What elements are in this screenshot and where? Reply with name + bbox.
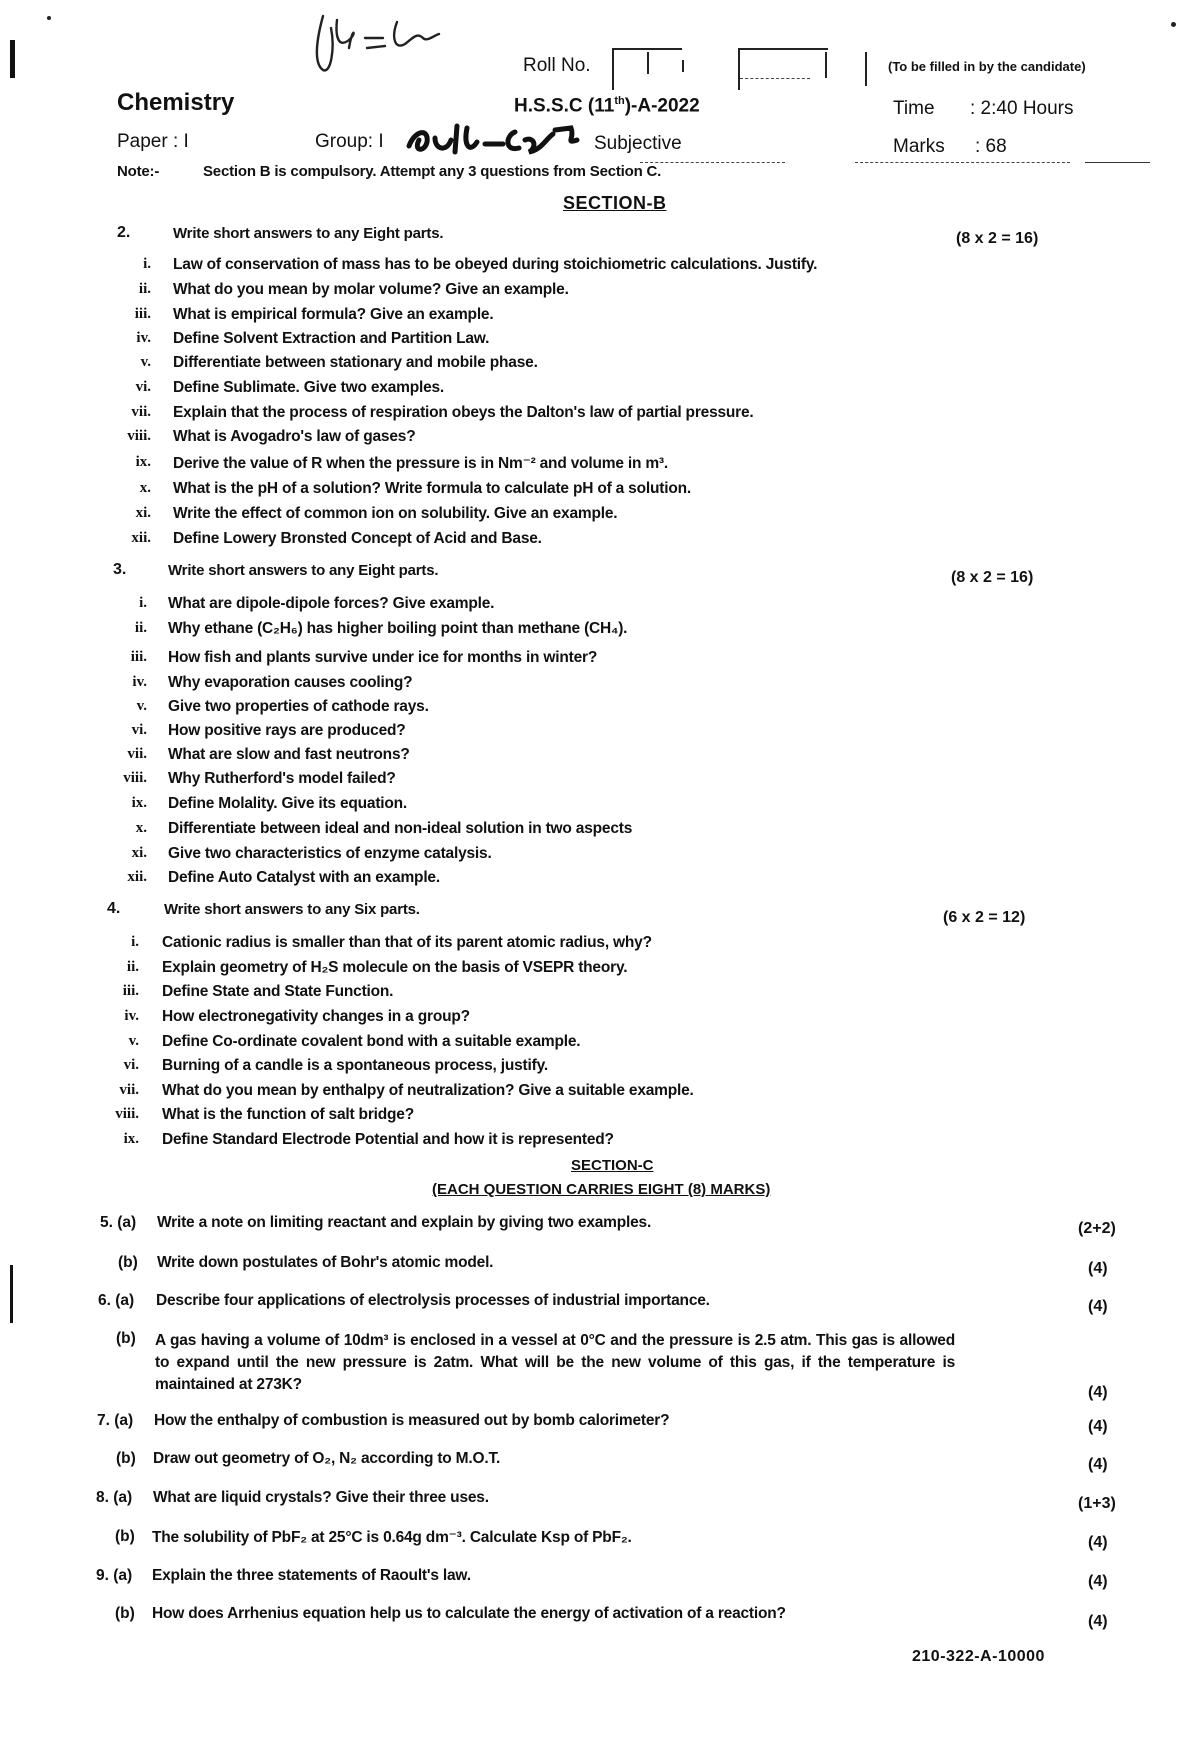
q9a-text: Explain the three statements of Raoult's law.	[152, 1567, 471, 1584]
q5b-marks: (4)	[1088, 1260, 1108, 1277]
q3-part-text: Define Auto Catalyst with an example.	[168, 869, 440, 886]
signature-scribble	[305, 8, 445, 78]
q4-part-text: Define State and State Function.	[162, 983, 394, 1000]
q8a-label: 8. (a)	[96, 1489, 133, 1506]
scan-speck	[47, 16, 51, 20]
roll-box-2[interactable]	[738, 48, 828, 50]
q3-part-text: What are slow and fast neutrons?	[168, 746, 410, 763]
q7a-label: 7. (a)	[97, 1412, 134, 1429]
q6a-marks: (4)	[1088, 1298, 1108, 1315]
q2-part-number: vi.	[135, 379, 151, 395]
time-label: Time	[893, 98, 935, 119]
q2-part-text: Differentiate between stationary and mobile phase.	[173, 354, 538, 371]
roll-box-divider	[612, 48, 614, 90]
roll-label: Roll No.	[523, 55, 591, 76]
q4-part-number: ix.	[123, 1131, 139, 1147]
q6b-text: A gas having a volume of 10dm³ is enclosed in a vessel at 0°C and the pressure is 2.5 atm. This gas is allowed to expand until the new pressure is 2atm. What will be the new volume of this gas, if the temperature is maintained at 273K?	[155, 1332, 955, 1393]
q4-part-text: Cationic radius is smaller than that of its parent atomic radius, why?	[162, 934, 652, 951]
q2-part-number: iv.	[136, 330, 151, 346]
q3-part-text: Give two characteristics of enzyme catalysis.	[168, 845, 492, 862]
q2-part-text: Law of conservation of mass has to be obeyed during stoichiometric calculations. Justify.	[173, 256, 818, 273]
header-rule	[855, 162, 1070, 163]
q2-part-text: What is the pH of a solution? Write formula to calculate pH of a solution.	[173, 480, 691, 497]
header-rule	[640, 162, 785, 163]
q2-part-number: vii.	[131, 404, 151, 420]
q2-part-number: viii.	[127, 428, 151, 444]
q3-part-number: x.	[135, 820, 147, 836]
q3-part-text: Give two properties of cathode rays.	[168, 698, 429, 715]
q2-marks: (8 x 2 = 16)	[956, 230, 1039, 247]
q3-part-text: Differentiate between ideal and non-ideal solution in two aspects	[168, 820, 633, 837]
q3-part-number: ii.	[134, 620, 147, 636]
scan-edge-left-mark	[10, 1265, 13, 1323]
q2-part-number: x.	[139, 480, 151, 496]
q2-part-number: ii.	[138, 281, 151, 297]
q7b-label: (b)	[116, 1450, 136, 1467]
q7a-marks: (4)	[1088, 1418, 1108, 1435]
q5b-label: (b)	[118, 1254, 138, 1271]
q3-number: 3.	[113, 561, 127, 578]
group-subjective: Subjective	[594, 133, 682, 154]
q2-part-text: Derive the value of R when the pressure is in Nm⁻² and volume in m³.	[173, 455, 669, 472]
group-handwriting-scribble	[405, 118, 615, 162]
paper-code: 210-322-A-10000	[912, 1648, 1045, 1665]
q3-part-number: ix.	[131, 795, 147, 811]
q8a-text: What are liquid crystals? Give their three uses.	[153, 1489, 489, 1506]
q3-part-text: Why evaporation causes cooling?	[168, 674, 413, 691]
q2-part-number: i.	[143, 256, 151, 272]
header-rule	[1085, 162, 1150, 163]
q2-part-text: Explain that the process of respiration obeys the Dalton's law of partial pressure.	[173, 404, 754, 421]
q6b-label: (b)	[116, 1330, 136, 1347]
q5a-text: Write a note on limiting reactant and explain by giving two examples.	[157, 1214, 652, 1231]
q4-part-text: Burning of a candle is a spontaneous process, justify.	[162, 1057, 548, 1074]
section-c-title: SECTION-C	[571, 1157, 654, 1174]
roll-box-divider	[682, 60, 684, 72]
q2-instruction: Write short answers to any Eight parts.	[173, 225, 444, 242]
roll-box-divider	[865, 52, 867, 86]
section-b-title: SECTION-B	[563, 193, 667, 213]
q9b-text: How does Arrhenius equation help us to calculate the energy of activation of a reaction?	[152, 1605, 786, 1622]
q3-marks: (8 x 2 = 16)	[951, 569, 1034, 586]
q3-part-number: iii.	[130, 649, 147, 665]
q4-part-number: i.	[131, 934, 139, 950]
q3-part-number: vi.	[131, 722, 147, 738]
q4-part-number: iv.	[124, 1008, 139, 1024]
q3-part-number: vii.	[127, 746, 147, 762]
q5a-marks: (2+2)	[1078, 1220, 1116, 1237]
exam-title: H.S.S.C (11th)-A-2022	[514, 95, 700, 117]
q7a-text: How the enthalpy of combustion is measured out by bomb calorimeter?	[154, 1412, 670, 1429]
q3-part-number: viii.	[123, 770, 147, 786]
q4-part-number: vi.	[123, 1057, 139, 1073]
group-label: Group: I	[315, 131, 384, 152]
roll-box-underline	[740, 78, 810, 79]
q5b-text: Write down postulates of Bohr's atomic model.	[157, 1254, 494, 1271]
roll-box-divider	[825, 52, 827, 78]
q4-part-text: Define Co-ordinate covalent bond with a suitable example.	[162, 1033, 581, 1050]
scan-speck	[1171, 22, 1176, 27]
note-text: Section B is compulsory. Attempt any 3 questions from Section C.	[203, 163, 662, 180]
roll-box-divider	[738, 48, 740, 90]
q3-part-number: v.	[136, 698, 147, 714]
roll-note: (To be filled in by the candidate)	[888, 59, 1086, 74]
marks-label: Marks	[893, 136, 945, 157]
scan-edge-top-left	[10, 40, 15, 78]
q8b-marks: (4)	[1088, 1534, 1108, 1551]
q9b-marks: (4)	[1088, 1613, 1108, 1630]
q2-part-text: What is Avogadro's law of gases?	[173, 428, 416, 445]
q4-number: 4.	[107, 900, 121, 917]
q4-part-number: vii.	[119, 1082, 139, 1098]
q3-part-number: xi.	[131, 845, 147, 861]
q4-part-text: Define Standard Electrode Potential and how it is represented?	[162, 1131, 614, 1148]
q2-part-text: What do you mean by molar volume? Give an example.	[173, 281, 569, 298]
q3-part-text: Define Molality. Give its equation.	[168, 795, 408, 812]
q7b-marks: (4)	[1088, 1456, 1108, 1473]
q6a-text: Describe four applications of electrolysis processes of industrial importance.	[156, 1292, 710, 1309]
q7b-text: Draw out geometry of O₂, N₂ according to M.O.T.	[153, 1450, 501, 1467]
roll-box-1[interactable]	[612, 48, 682, 50]
note-label: Note:-	[117, 163, 160, 180]
q2-part-text: What is empirical formula? Give an example.	[173, 306, 494, 323]
q2-part-number: iii.	[134, 306, 151, 322]
q8b-label: (b)	[115, 1528, 135, 1545]
q2-part-text: Define Solvent Extraction and Partition Law.	[173, 330, 490, 347]
q4-part-number: iii.	[122, 983, 139, 999]
q2-part-text: Define Lowery Bronsted Concept of Acid and Base.	[173, 530, 542, 547]
q2-part-number: ix.	[135, 454, 151, 470]
q2-part-number: xii.	[131, 530, 151, 546]
q9a-label: 9. (a)	[96, 1567, 133, 1584]
q4-instruction: Write short answers to any Six parts.	[164, 901, 420, 918]
q3-part-number: xii.	[127, 869, 147, 885]
q4-part-text: How electronegativity changes in a group?	[162, 1008, 470, 1025]
q8b-text: The solubility of PbF₂ at 25°C is 0.64g dm⁻³. Calculate Ksp of PbF₂.	[152, 1529, 632, 1546]
q3-part-text: How fish and plants survive under ice for months in winter?	[168, 649, 598, 666]
q2-part-text: Define Sublimate. Give two examples.	[173, 379, 445, 396]
q4-part-number: viii.	[115, 1106, 139, 1122]
q3-part-text: Why ethane (C₂H₆) has higher boiling point than methane (CH₄).	[168, 620, 628, 637]
q8a-marks: (1+3)	[1078, 1495, 1116, 1512]
roll-box-divider	[647, 52, 649, 74]
q4-part-text: Explain geometry of H₂S molecule on the basis of VSEPR theory.	[162, 959, 628, 976]
q4-part-number: ii.	[126, 959, 139, 975]
q2-part-number: v.	[140, 354, 151, 370]
time-value: : 2:40 Hours	[970, 98, 1074, 119]
q3-instruction: Write short answers to any Eight parts.	[168, 562, 439, 579]
q3-part-text: How positive rays are produced?	[168, 722, 406, 739]
q4-part-text: What is the function of salt bridge?	[162, 1106, 414, 1123]
q2-part-number: xi.	[135, 505, 151, 521]
q6b-marks: (4)	[1088, 1384, 1108, 1401]
q6a-label: 6. (a)	[98, 1292, 135, 1309]
marks-value: : 68	[975, 136, 1007, 157]
q5a-label: 5. (a)	[100, 1214, 137, 1231]
q4-part-number: v.	[128, 1033, 139, 1049]
q2-part-text: Write the effect of common ion on solubility. Give an example.	[173, 505, 618, 522]
q9a-marks: (4)	[1088, 1573, 1108, 1590]
q4-part-text: What do you mean by enthalpy of neutralization? Give a suitable example.	[162, 1082, 694, 1099]
section-c-subtitle: (EACH QUESTION CARRIES EIGHT (8) MARKS)	[432, 1181, 771, 1198]
q3-part-text: Why Rutherford's model failed?	[168, 770, 396, 787]
q9b-label: (b)	[115, 1605, 135, 1622]
q3-part-number: i.	[139, 595, 147, 611]
paper-label: Paper : I	[117, 131, 189, 152]
subject-title: Chemistry	[117, 89, 235, 116]
q2-number: 2.	[117, 224, 131, 241]
q3-part-text: What are dipole-dipole forces? Give example.	[168, 595, 495, 612]
q4-marks: (6 x 2 = 12)	[943, 909, 1026, 926]
q3-part-number: iv.	[132, 674, 147, 690]
